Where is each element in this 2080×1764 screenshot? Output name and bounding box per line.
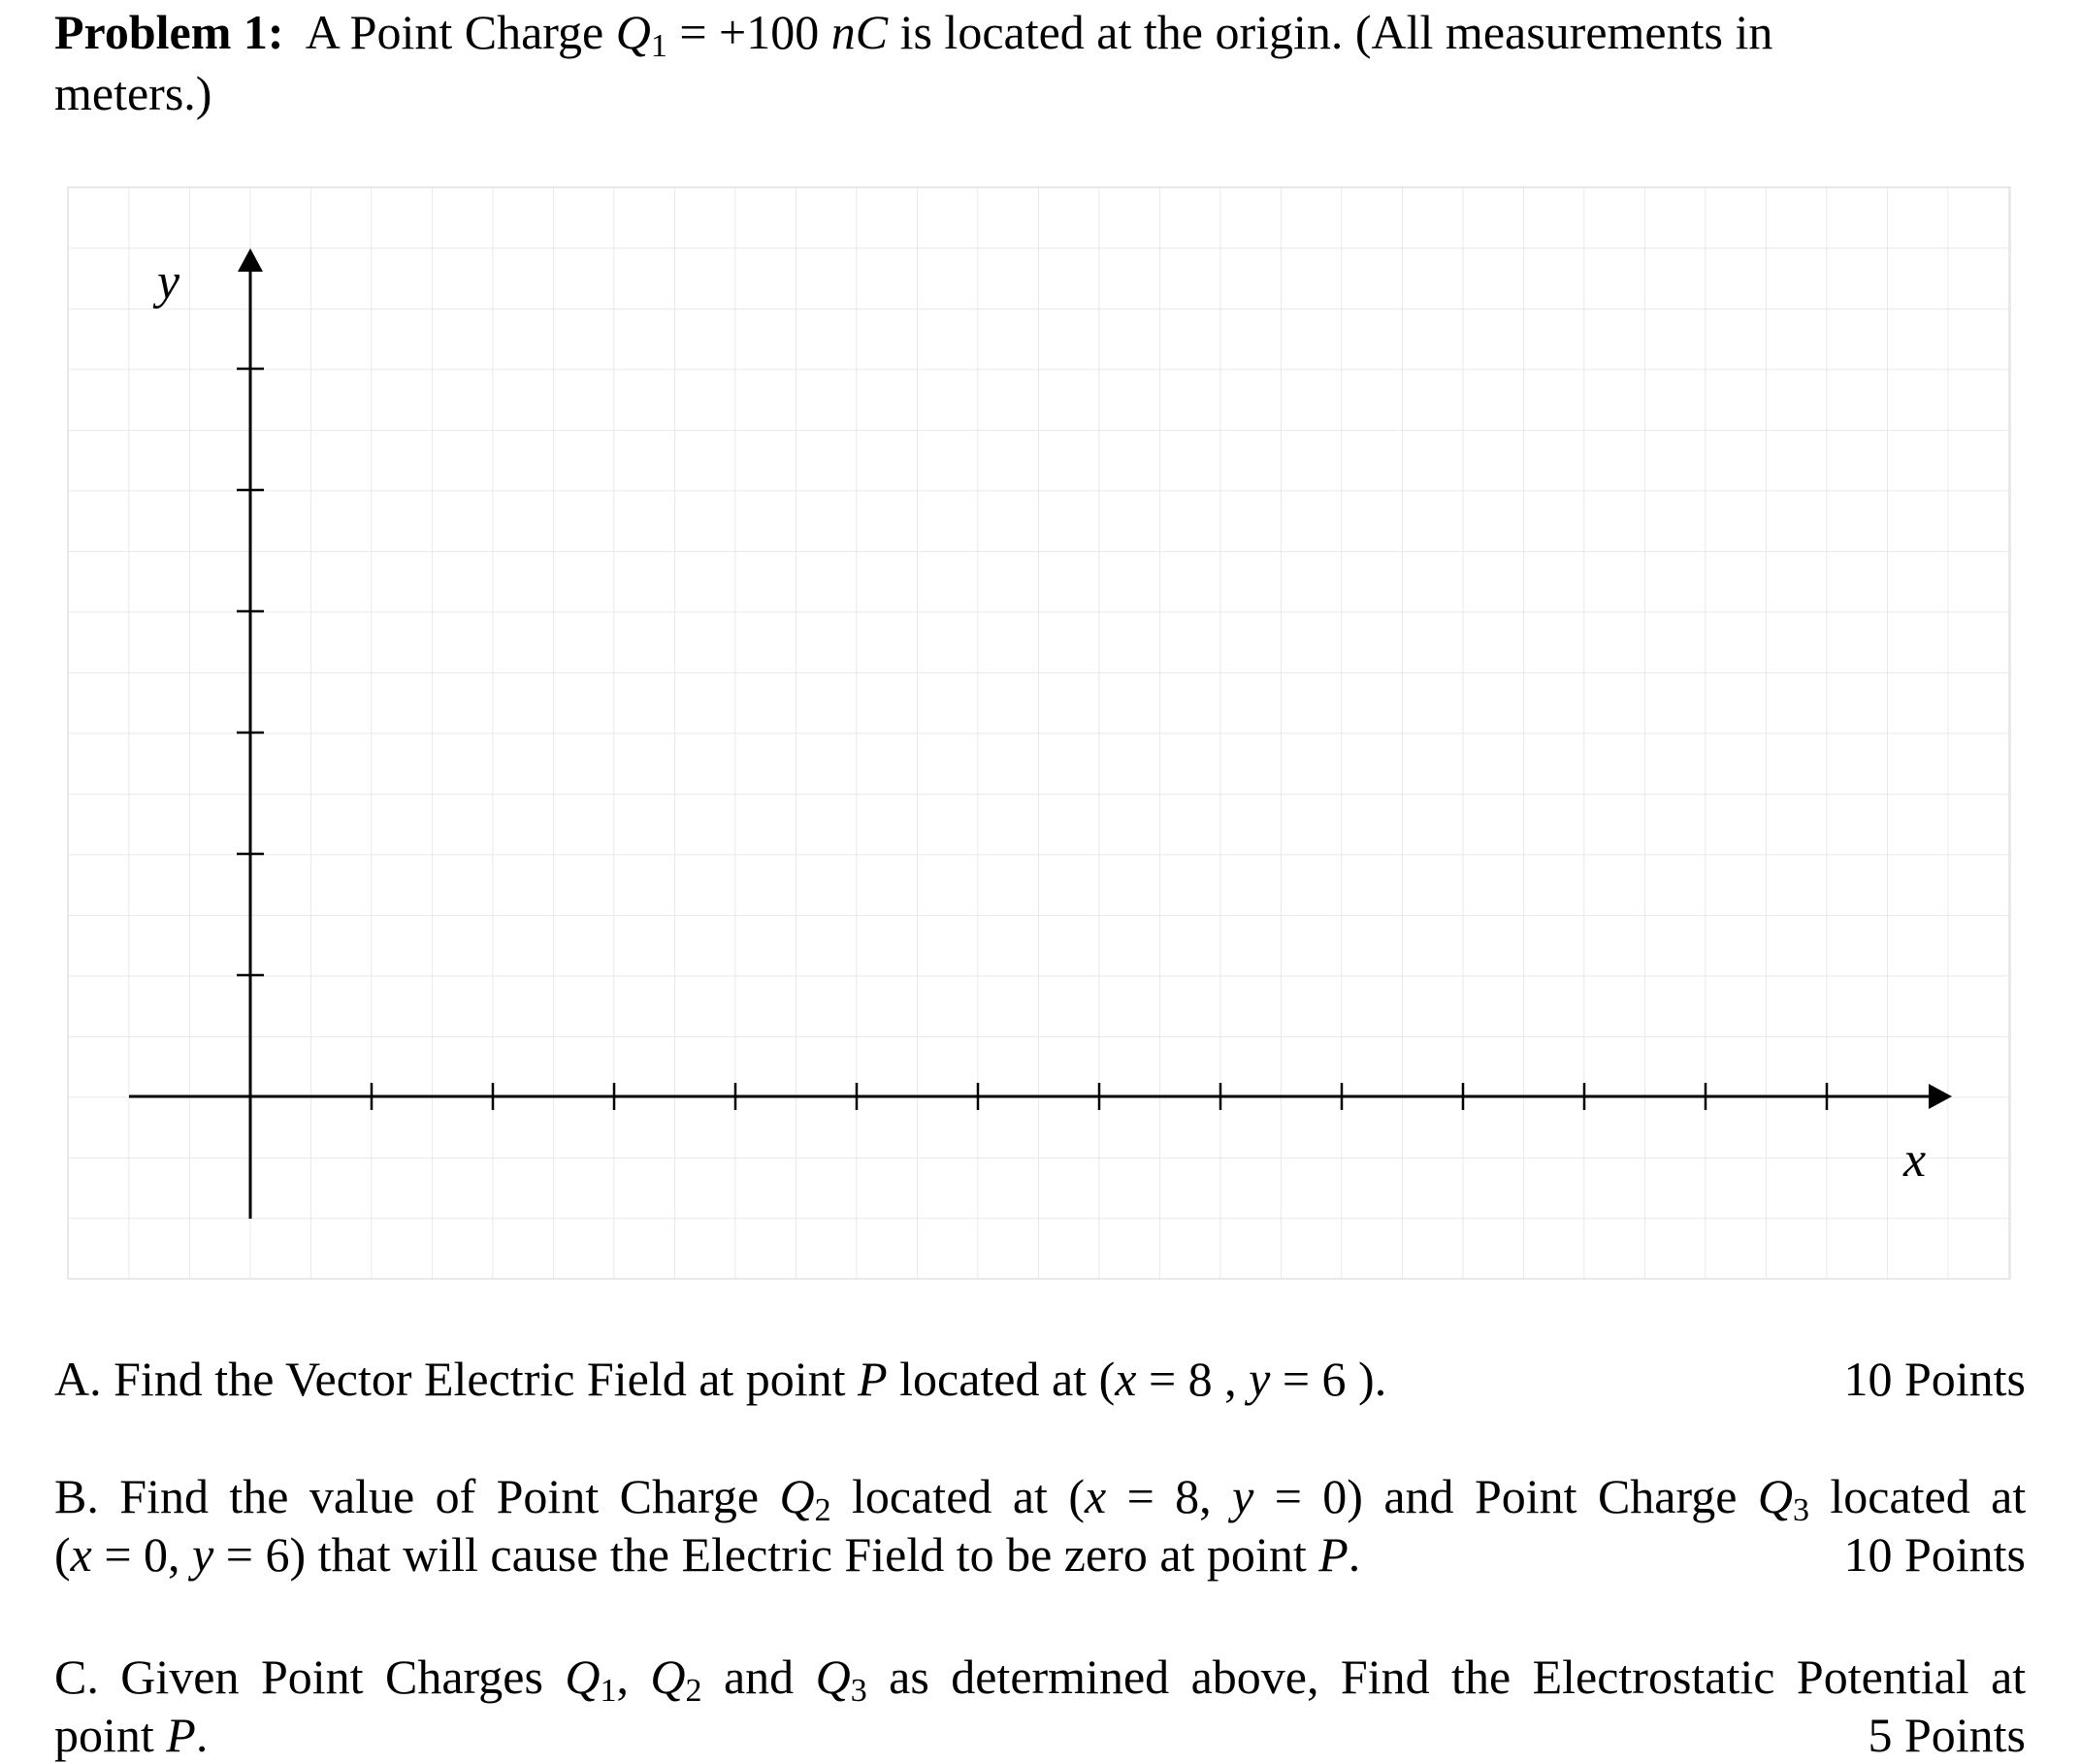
- point-p: P: [858, 1352, 888, 1406]
- problem-intro-rest: is located at the origin. (All measurements in: [899, 5, 1773, 59]
- grid-background: [68, 187, 2010, 1279]
- charge-unit-c: C: [855, 5, 889, 59]
- x-axis-label: x: [1903, 1132, 1927, 1188]
- part-b-points: 10 Points: [1843, 1527, 2026, 1582]
- charge-q1: $Q_1$,: [565, 1650, 629, 1709]
- part-b-line-2-text: (x = 0, y = 6) that will cause the Electric Field to be zero at point P.: [54, 1527, 1361, 1582]
- charge-q1-value: = +100: [679, 5, 820, 59]
- q2-coords: (x: [1068, 1469, 1107, 1523]
- charge-q2-c: $Q_2$: [650, 1650, 702, 1709]
- charge-q3-c: $Q_3$: [815, 1650, 867, 1709]
- part-a: [54, 1350, 2026, 1408]
- part-a-points: 10 Points: [1843, 1352, 2026, 1406]
- y-axis-label: y: [157, 254, 180, 310]
- charge-unit-n: n: [830, 5, 856, 59]
- charge-q1-symbol: Q: [615, 5, 651, 59]
- part-a-question: A. Find the Vector Electric Field at point P located at (x = 8 , y = 6 ).: [54, 1352, 1387, 1406]
- charge-q1-subscript: 1: [650, 28, 667, 64]
- part-c-line-2: [54, 1706, 2026, 1764]
- problem-intro: A Point Charge: [305, 5, 604, 59]
- part-c-points: 5 Points: [1868, 1708, 2026, 1762]
- problem-intro-line2: meters.): [54, 66, 212, 120]
- charge-q2: $Q_2$: [779, 1469, 831, 1528]
- part-c-line-1: C. Given Point Charges $Q_1$, $Q_2$ and $Q_3$ as determined above, Find the Electrostatic Potential at: [54, 1650, 2027, 1709]
- charge-q3: $Q_3$: [1757, 1469, 1809, 1528]
- part-b-line-1: B. Find the value of Point Charge $Q_2$ located at (x = 8, y = 0) and Point Charge $Q_3$ located at: [54, 1469, 2027, 1528]
- part-c-line-2-text: point P.: [54, 1708, 209, 1762]
- problem-label: Problem 1:: [54, 5, 284, 59]
- part-b-line-2: [54, 1525, 2026, 1584]
